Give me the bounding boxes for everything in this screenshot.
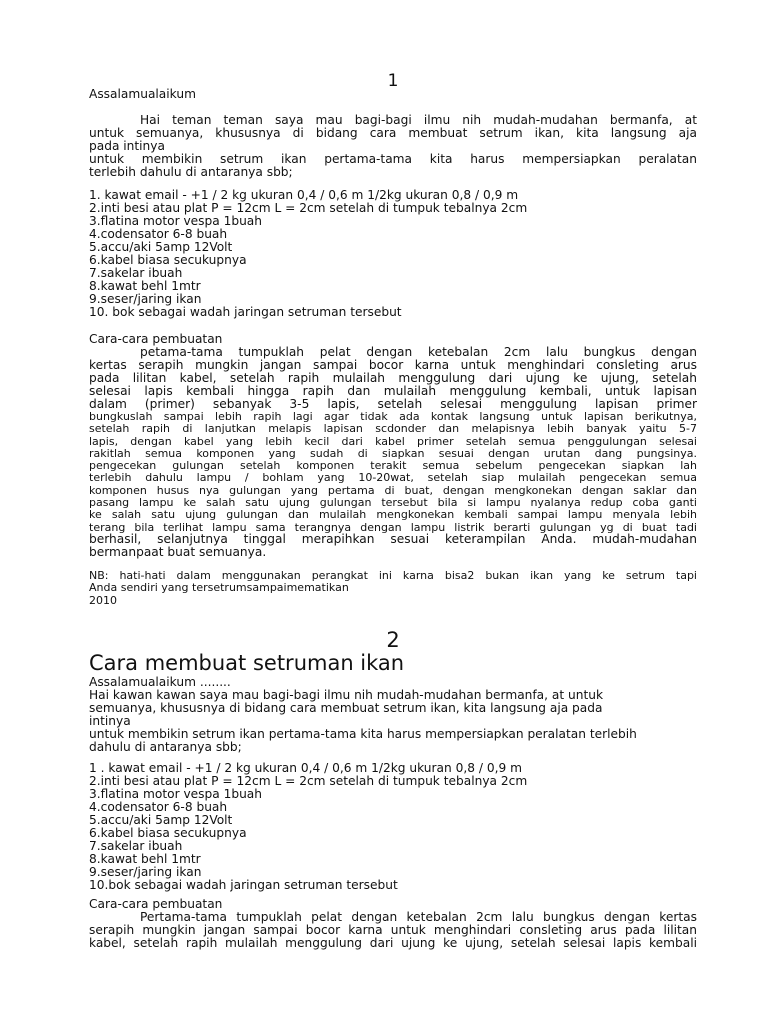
intro-1-line: untuk semuanya, khususnya di bidang cara membuat setrum ikan, kita langsung aja — [89, 126, 697, 140]
list-item: 8.kawat behl 1mtr — [89, 279, 201, 293]
method-title-2: Cara-cara pembuatan — [89, 897, 223, 911]
equipment-list-2 — [89, 762, 697, 892]
page-number-2: 2 — [386, 628, 400, 652]
list-item: 6.kabel biasa secukupnya — [89, 826, 247, 840]
method-line: dalam (primer) sebanyak 3-5 lapis, setelah selesai menggulung lapisan primer — [89, 397, 697, 411]
method-line: komponen husus nya gulungan yang pertama di buat, dengan mengkonekan dengan saklar dan — [89, 483, 697, 497]
list-item: 7.sakelar ibuah — [89, 839, 183, 853]
note-line: 2010 — [89, 593, 117, 607]
method-line: rakitlah semua komponen yang sudah di siapkan sesuai dengan urutan dang pungsinya. — [89, 446, 697, 460]
list-item: 1 . kawat email - +1 / 2 kg ukuran 0,4 / 0,6 m 1/2kg ukuran 0,8 / 0,9 m — [89, 761, 522, 775]
intro-2-line: semuanya, khususnya di bidang cara membuat setrum ikan, kita langsung aja pada — [89, 701, 603, 715]
list-item: 2.inti besi atau plat P = 12cm L = 2cm setelah di tumpuk tebalnya 2cm — [89, 774, 528, 788]
page-title: Cara membuat setruman ikan — [89, 651, 405, 675]
note-line: Anda sendiri yang tersetrumsampaimematikan — [89, 581, 349, 595]
method-line: pengecekan gulungan setelah komponen terakit semua sebelum pengecekan siapkan lah — [89, 459, 697, 473]
list-item: 3.flatina motor vespa 1buah — [89, 787, 262, 801]
list-item: 1. kawat email - +1 / 2 kg ukuran 0,4 / 0,6 m 1/2kg ukuran 0,8 / 0,9 m — [89, 188, 519, 202]
method-line: pada lilitan kabel, setelah rapih mulailah menggulung dari ujung ke ujung, setelah — [89, 371, 697, 385]
list-item: 9.seser/jaring ikan — [89, 865, 202, 879]
list-item: 2.inti besi atau plat P = 12cm L = 2cm setelah di tumpuk tebalnya 2cm — [89, 201, 528, 215]
intro-2-line: dahulu di antaranya sbb; — [89, 740, 242, 754]
list-item: 3.flatina motor vespa 1buah — [89, 214, 262, 228]
greeting-2: Assalamualaikum ........ — [89, 675, 231, 689]
method-line: setelah rapih di lanjutkan melapis lapisan scdonder dan melapisnya lebih banyak yaitu 5-7 — [89, 422, 697, 436]
method-2 — [89, 911, 697, 950]
method-line: bermanpaat buat semuanya. — [89, 545, 267, 559]
note-1 — [89, 570, 697, 607]
intro-1 — [89, 114, 697, 179]
intro-1-line: Hai teman teman saya mau bagi-bagi ilmu nih mudah-mudahan bermanfa, at — [140, 113, 697, 127]
list-item: 9.seser/jaring ikan — [89, 292, 202, 306]
method-title-1: Cara-cara pembuatan — [89, 332, 223, 346]
method-line: Pertama-tama tumpuklah pelat dengan ketebalan 2cm lalu bungkus dengan kertas — [140, 910, 697, 924]
intro-2-line: intinya — [89, 714, 131, 728]
list-item: 5.accu/aki 5amp 12Volt — [89, 240, 233, 254]
list-item: 10. bok sebagai wadah jaringan setruman tersebut — [89, 305, 402, 319]
method-line: pasang lampu ke salah satu ujung gulungan tersebut bila si lampu nyalanya redup coba ganti — [89, 496, 697, 510]
method-1-end — [89, 533, 697, 559]
intro-2-line: untuk membikin setrum ikan pertama-tama kita harus mempersiapkan peralatan terlebih — [89, 727, 637, 741]
equipment-list-1 — [89, 189, 697, 319]
note-line: NB: hati-hati dalam menggunakan perangkat ini karna bisa2 bukan ikan yang ke setrum tapi — [89, 569, 697, 582]
method-line: terlebih dahulu lampu / bohlam yang 10-20wat, setelah siap mulailah pengecekan semua — [89, 471, 697, 485]
intro-1-line: pada intinya — [89, 139, 165, 153]
method-line: petama-tama tumpuklah pelat dengan ketebalan 2cm lalu bungkus dengan — [140, 345, 697, 359]
method-1 — [89, 346, 697, 411]
list-item: 4.codensator 6-8 buah — [89, 227, 228, 241]
list-item: 4.codensator 6-8 buah — [89, 800, 228, 814]
intro-1-line: terlebih dahulu di antaranya sbb; — [89, 165, 293, 179]
intro-2 — [89, 689, 697, 754]
method-line: lapis, dengan kabel yang lebih kecil dari kabel primer setelah semua penggulungan selesai — [89, 434, 697, 448]
list-item: 5.accu/aki 5amp 12Volt — [89, 813, 233, 827]
method-line: kertas serapih mungkin jangan sampai bocor karna untuk menghindari consleting arus — [89, 358, 697, 372]
method-line: ke salah satu ujung gulungan dan mulailah mengkonekan kembali sampai lampu menyala lebih — [89, 508, 697, 522]
method-line: berhasil, selanjutnya tinggal merapihkan sesuai keterampilan Anda. mudah-mudahan — [89, 532, 697, 546]
list-item: 7.sakelar ibuah — [89, 266, 183, 280]
list-item: 8.kawat behl 1mtr — [89, 852, 201, 866]
list-item: 6.kabel biasa secukupnya — [89, 253, 247, 267]
intro-1-line: untuk membikin setrum ikan pertama-tama kita harus mempersiapkan peralatan — [89, 152, 697, 166]
method-1-small — [89, 411, 697, 534]
method-line: selesai lapis kembali hingga rapih dan mulailah menggulung kembali, untuk lapisan — [89, 384, 697, 398]
page-number-1: 1 — [387, 71, 399, 91]
method-line: serapih mungkin jangan sampai bocor karna untuk menghindari consleting arus pada lilitan — [89, 923, 697, 937]
method-line: terang bila terlihat lampu sama terangnya dengan lampu listrik berarti gulungan yg di buat tadi — [89, 520, 697, 534]
intro-2-line: Hai kawan kawan saya mau bagi-bagi ilmu nih mudah-mudahan bermanfa, at untuk — [89, 688, 604, 702]
greeting-1: Assalamualaikum — [89, 87, 196, 101]
method-line: kabel, setelah rapih mulailah menggulung dari ujung ke ujung, setelah selesai lapis kembali — [89, 936, 697, 950]
method-line: bungkuslah sampai lebih rapih lagi agar tidak ada kontak langsung untuk lapisan berikutnya, — [89, 410, 697, 423]
list-item: 10.bok sebagai wadah jaringan setruman tersebut — [89, 878, 398, 892]
